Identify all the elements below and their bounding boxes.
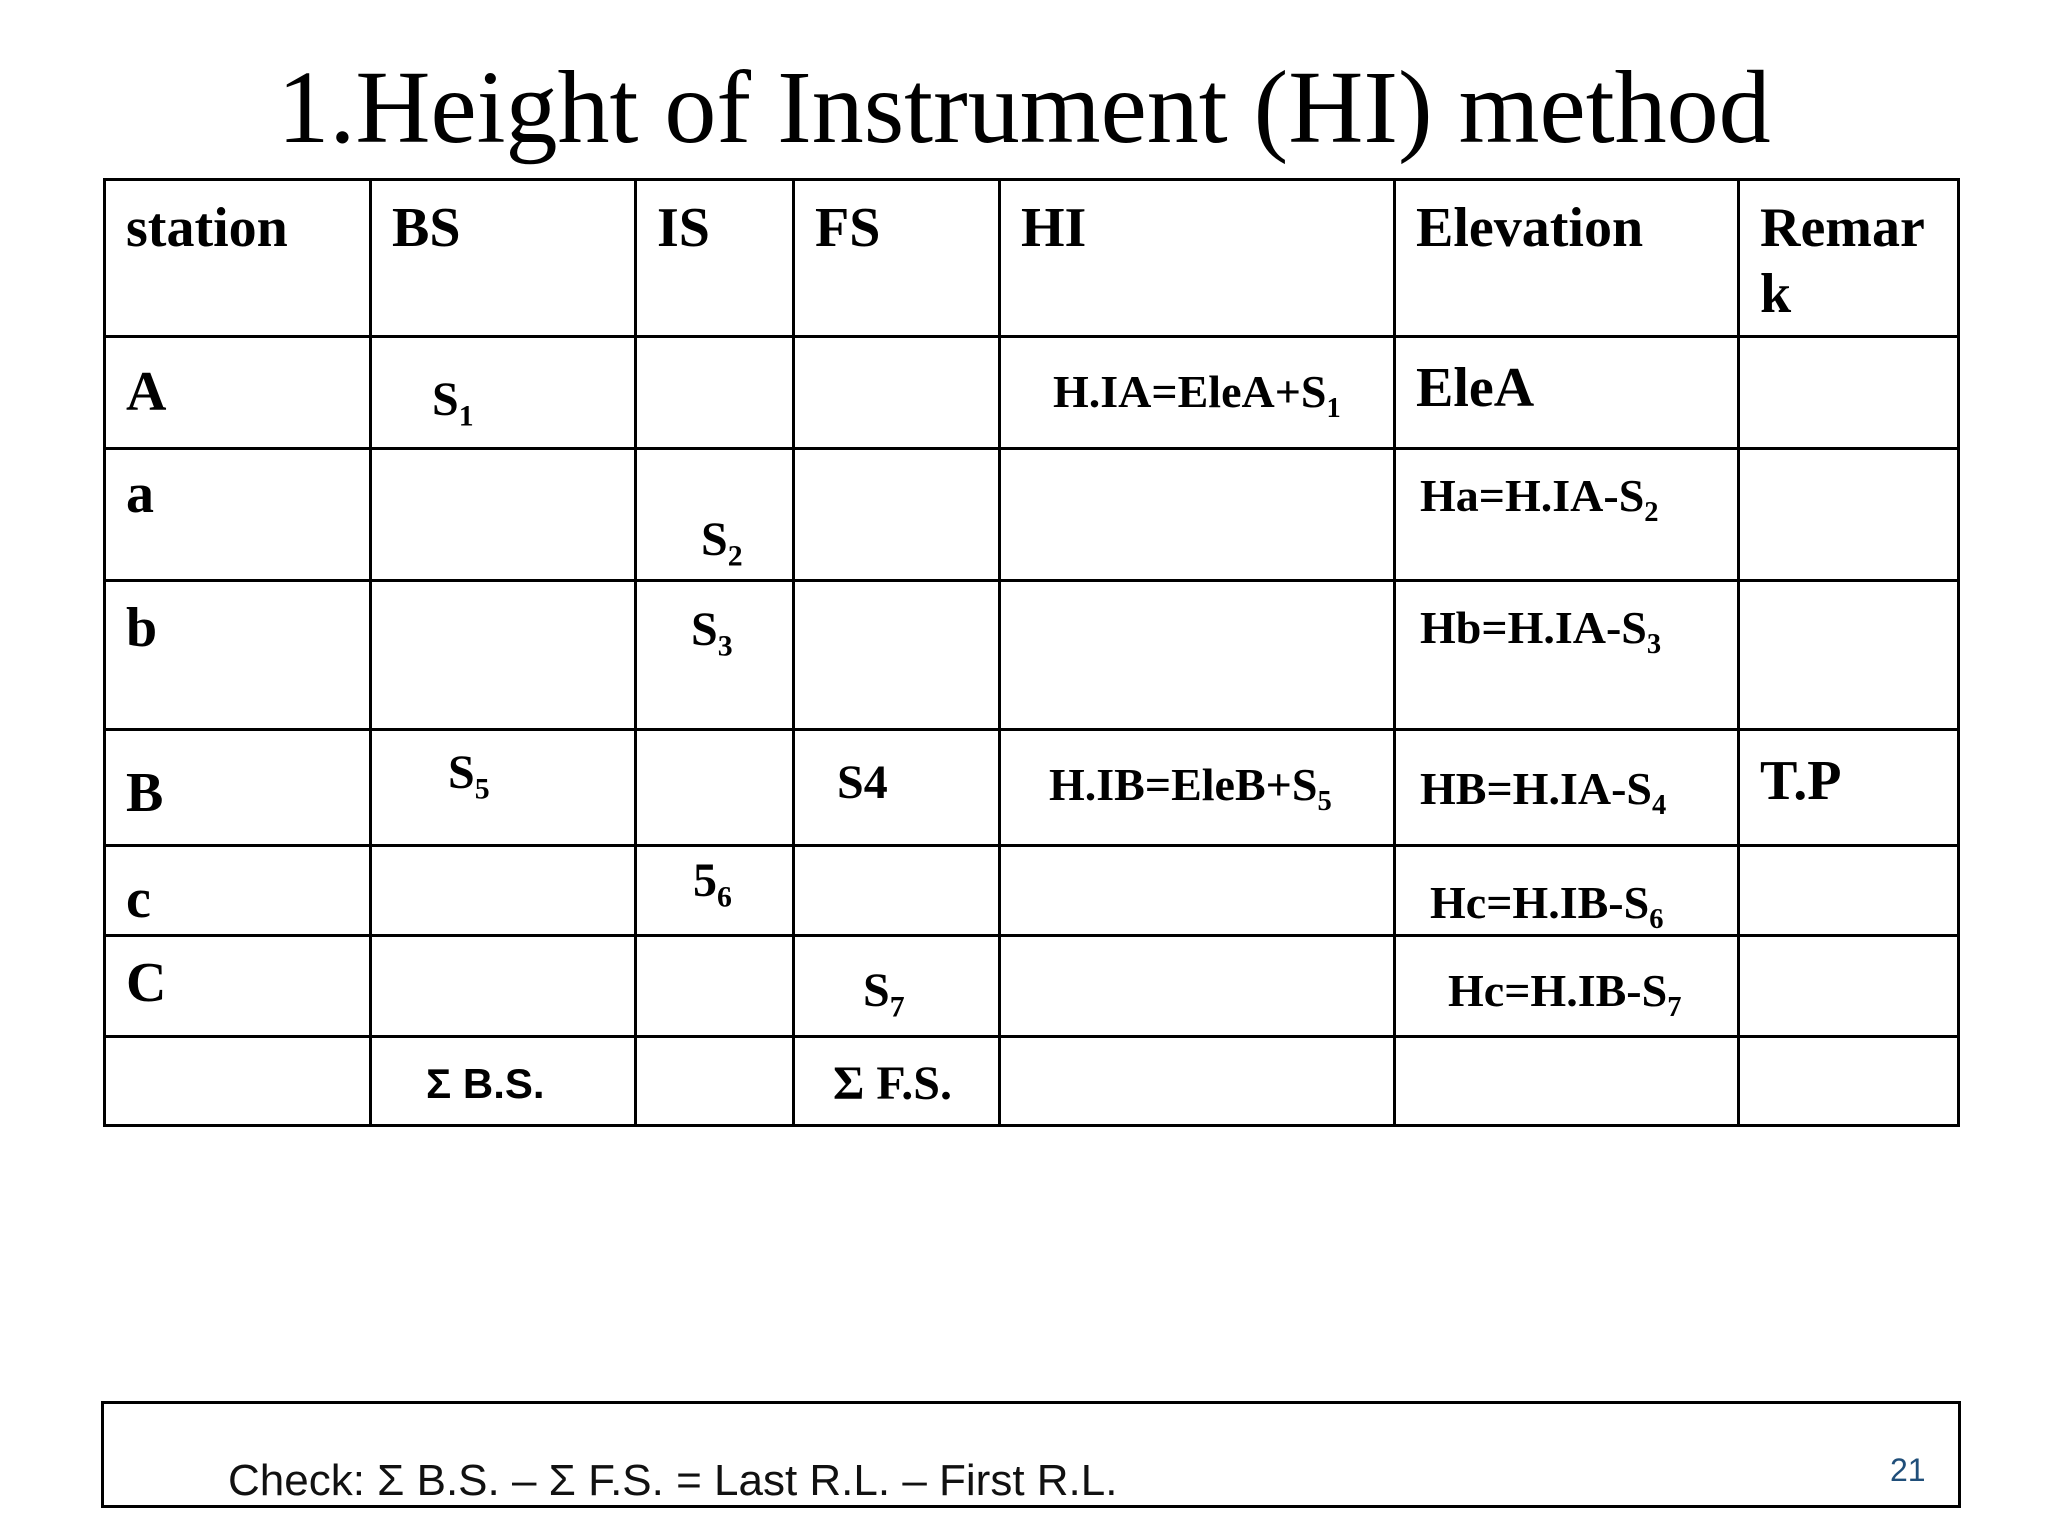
remark-cell: T.P	[1760, 750, 1842, 812]
sum-bs-cell: Σ B.S.	[426, 1060, 545, 1107]
hi-method-table	[103, 178, 1960, 1127]
table-row	[105, 449, 1959, 581]
table-row	[105, 846, 1959, 936]
sum-row	[105, 1037, 1959, 1126]
table-row	[105, 337, 1959, 449]
fs-cell: $S_7$	[863, 964, 905, 1024]
table-row	[105, 581, 1959, 730]
station-cell: a	[126, 463, 154, 525]
station-cell: c	[126, 868, 151, 930]
bs-cell: $S_5$	[448, 746, 490, 806]
sum-fs-cell: Σ F.S.	[833, 1057, 952, 1110]
station-cell: B	[126, 762, 164, 824]
header-fs: FS	[794, 180, 1000, 337]
page-number: 21	[1890, 1452, 1926, 1488]
check-formula: Check: Σ B.S. – Σ F.S. = Last R.L. – First R.L.	[228, 1456, 1118, 1505]
slide-title: 1.Height of Instrument (HI) method	[277, 50, 1771, 165]
station-cell: C	[126, 952, 167, 1014]
elevation-cell: $Hb=H.IA-S_3$	[1420, 602, 1662, 660]
station-cell: A	[126, 361, 167, 423]
header-station: station	[105, 180, 371, 337]
elevation-cell: $Hc=H.IB-S_7$	[1448, 965, 1682, 1023]
hi-cell: $H.IB=EleB+S_5$	[1049, 759, 1332, 817]
table-row	[105, 730, 1959, 846]
elevation-cell: EleA	[1416, 357, 1535, 419]
fs-cell: S4	[837, 756, 888, 809]
table-row	[105, 936, 1959, 1037]
is-cell: $5_6$	[693, 854, 732, 914]
elevation-cell: $HB=H.IA-S_4$	[1420, 763, 1667, 821]
header-bs: BS	[371, 180, 636, 337]
is-cell: $S_3$	[691, 603, 733, 663]
bs-cell: $S_1$	[432, 373, 474, 433]
is-cell: $S_2$	[701, 513, 743, 573]
station-cell: b	[126, 597, 158, 659]
elevation-cell: $Ha=H.IA-S_2$	[1420, 470, 1659, 528]
header-remark: Remar k	[1739, 180, 1959, 337]
header-elevation: Elevation	[1395, 180, 1739, 337]
hi-cell: $H.IA=EleA+S_1$	[1053, 366, 1341, 424]
header-row	[105, 180, 1959, 337]
elevation-cell: $Hc=H.IB-S_6$	[1430, 877, 1664, 935]
header-hi: HI	[1000, 180, 1395, 337]
header-is: IS	[636, 180, 794, 337]
